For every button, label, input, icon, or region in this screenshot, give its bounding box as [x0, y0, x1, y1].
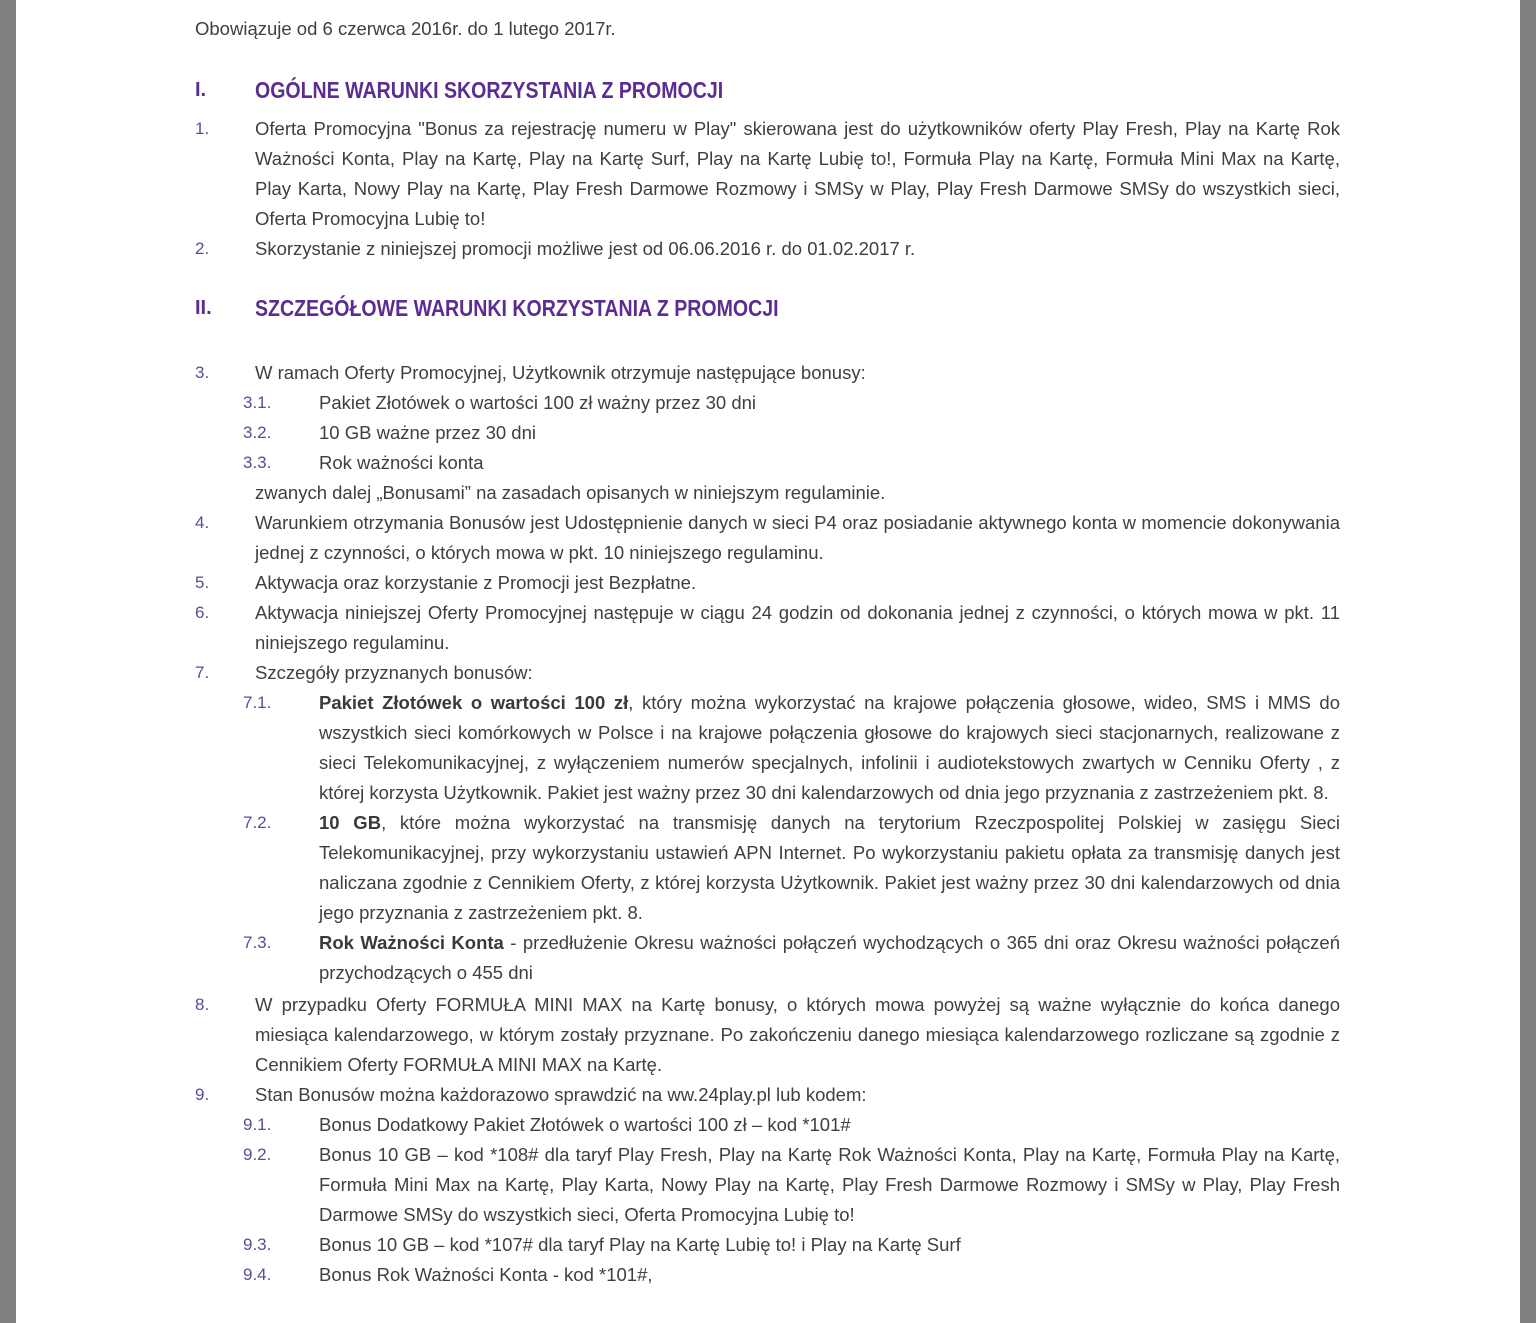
section-title: SZCZEGÓŁOWE WARUNKI KORZYSTANIA Z PROMOCJI	[255, 295, 779, 321]
item-number: 7.1.	[243, 693, 272, 712]
item-number: 9.4.	[243, 1265, 272, 1284]
list-item-3-1	[243, 388, 1340, 418]
item-number: 4.	[195, 513, 210, 532]
item-number: 3.	[195, 363, 210, 382]
list-item-6	[195, 598, 1340, 658]
item-text: Warunkiem otrzymania Bonusów jest Udostępnienie danych w sieci P4 oraz posiadanie aktywnego konta w momencie dokonywania jednej z czynności, o których mowa w pkt. 10 niniejszego regulaminu.	[255, 512, 1340, 563]
section-heading-2	[195, 292, 1340, 324]
list-item-1	[195, 114, 1340, 234]
item-number: 7.3.	[243, 933, 272, 952]
item-text: Bonus 10 GB – kod *108# dla taryf Play Fresh, Play na Kartę Rok Ważności Konta, Play na Kartę, Formuła Play na Kartę, Formuła Mini Max na Kartę, Play Karta, Nowy Play na Kartę, Play Fresh Darmowe Rozmowy i SMSy w Play, Play Fresh Darmowe SMSy do wszystkich sieci, Oferta Promocyjna Lubię to!	[319, 1144, 1340, 1225]
item-text: Bonus Rok Ważności Konta - kod *101#,	[319, 1264, 653, 1285]
section-heading-1	[195, 74, 1340, 106]
item-number: 9.2.	[243, 1145, 272, 1164]
page-edge-left	[0, 0, 16, 1323]
item-text: Skorzystanie z niniejszej promocji możliwe jest od 06.06.2016 r. do 01.02.2017 r.	[255, 238, 916, 259]
item-text: Aktywacja oraz korzystanie z Promocji jest Bezpłatne.	[255, 572, 697, 593]
document-page	[195, 0, 1340, 1290]
list-item-9-1	[243, 1110, 1340, 1140]
list-item-7-2	[243, 808, 1340, 928]
list-item-3-2	[243, 418, 1340, 448]
list-item-4	[195, 508, 1340, 568]
item-text-rest: , który można wykorzystać na krajowe połączenia głosowe, wideo, SMS i MMS do wszystkich sieci komórkowych w Polsce i na krajowe połączenia głosowe do krajowych sieci stacjonarnych, realizowane z sieci Telekomunikacyjnej, z wyłączeniem numerów specjalnych, infolinii i audiotekstowych zwartych w Cenniku Oferty , z której korzysta Użytkownik. Pakiet jest ważny przez 30 dni kalendarzowych od dnia jego przyznania z zastrzeżeniem pkt. 8.	[319, 692, 1340, 803]
item-text: Rok ważności konta	[319, 452, 484, 473]
list-item-9-4	[243, 1260, 1340, 1290]
item-number: 7.	[195, 663, 210, 682]
item-bold-lead: Rok Ważności Konta	[319, 932, 504, 953]
list-item-3-note	[195, 478, 1340, 508]
item-number: 6.	[195, 603, 210, 622]
list-item-3-3	[243, 448, 1340, 478]
list-item-9-2	[243, 1140, 1340, 1230]
list-item-3	[195, 358, 1340, 388]
item-text: zwanych dalej „Bonusami” na zasadach opisanych w niniejszym regulaminie.	[255, 482, 886, 503]
item-number: 1.	[195, 119, 210, 138]
item-number: 5.	[195, 573, 210, 592]
item-text: Oferta Promocyjna "Bonus za rejestrację numeru w Play" skierowana jest do użytkowników oferty Play Fresh, Play na Kartę Rok Ważności Konta, Play na Kartę, Play na Kartę Surf, Play na Kartę Lubię to!, Formuła Play na Kartę, Formuła Mini Max na Kartę, Play Karta, Nowy Play na Kartę, Play Fresh Darmowe Rozmowy i SMSy w Play, Play Fresh Darmowe SMSy do wszystkich sieci, Oferta Promocyjna Lubię to!	[255, 118, 1340, 229]
list-item-7-1	[243, 688, 1340, 808]
section-number: I.	[195, 79, 207, 101]
item-number: 9.1.	[243, 1115, 272, 1134]
item-number: 9.3.	[243, 1235, 272, 1254]
item-text: Stan Bonusów można każdorazowo sprawdzić na ww.24play.pl lub kodem:	[255, 1084, 867, 1105]
page-edge-right	[1520, 0, 1536, 1323]
list-item-9-3	[243, 1230, 1340, 1260]
item-text: Szczegóły przyznanych bonusów:	[255, 662, 533, 683]
item-text: Aktywacja niniejszej Oferty Promocyjnej następuje w ciągu 24 godzin od dokonania jednej z czynności, o których mowa w pkt. 11 niniejszego regulaminu.	[255, 602, 1340, 653]
item-number: 3.2.	[243, 423, 272, 442]
item-text: Pakiet Złotówek o wartości 100 zł ważny przez 30 dni	[319, 392, 757, 413]
item-text	[319, 928, 1340, 988]
item-bold-lead: 10 GB	[319, 812, 382, 833]
item-text: W ramach Oferty Promocyjnej, Użytkownik otrzymuje następujące bonusy:	[255, 362, 866, 383]
list-item-8	[195, 990, 1340, 1080]
item-text: Bonus 10 GB – kod *107# dla taryf Play na Kartę Lubię to! i Play na Kartę Surf	[319, 1234, 961, 1255]
list-item-7	[195, 658, 1340, 688]
item-number: 9.	[195, 1085, 210, 1104]
section-title: OGÓLNE WARUNKI SKORZYSTANIA Z PROMOCJI	[255, 77, 724, 103]
item-text	[319, 688, 1340, 808]
effective-dates-line: Obowiązuje od 6 czerwca 2016r. do 1 lutego 2017r.	[195, 18, 616, 39]
item-number: 3.3.	[243, 453, 272, 472]
item-number: 7.2.	[243, 813, 272, 832]
item-bold-lead: Pakiet Złotówek o wartości 100 zł	[319, 692, 629, 713]
item-text: W przypadku Oferty FORMUŁA MINI MAX na Kartę bonusy, o których mowa powyżej są ważne wyłącznie do końca danego miesiąca kalendarzowego, w którym zostały przyznane. Po zakończeniu danego miesiąca kalendarzowego rozliczane są zgodnie z Cennikiem Oferty FORMUŁA MINI MAX na Kartę.	[255, 994, 1340, 1075]
item-text: Bonus Dodatkowy Pakiet Złotówek o wartości 100 zł – kod *101#	[319, 1114, 851, 1135]
list-item-7-3	[243, 928, 1340, 988]
item-text-rest: - przedłużenie Okresu ważności połączeń wychodzących o 365 dni oraz Okresu ważności połączeń przychodzących o 455 dni	[319, 932, 1340, 983]
item-text	[319, 808, 1340, 928]
item-number: 2.	[195, 239, 210, 258]
section-number: II.	[195, 297, 212, 319]
item-text: 10 GB ważne przez 30 dni	[319, 422, 536, 443]
item-number: 8.	[195, 995, 210, 1014]
item-number: 3.1.	[243, 393, 272, 412]
list-item-5	[195, 568, 1340, 598]
item-text-rest: , które można wykorzystać na transmisję danych na terytorium Rzeczpospolitej Polskiej w zasięgu Sieci Telekomunikacyjnej, przy wykorzystaniu ustawień APN Internet. Po wykorzystaniu pakietu opłata za transmisję danych jest naliczana zgodnie z Cennikiem Oferty, z której korzysta Użytkownik. Pakiet jest ważny przez 30 dni kalendarzowych od dnia jego przyznania z zastrzeżeniem pkt. 8.	[319, 812, 1340, 923]
list-item-9	[195, 1080, 1340, 1110]
list-item-2	[195, 234, 1340, 264]
